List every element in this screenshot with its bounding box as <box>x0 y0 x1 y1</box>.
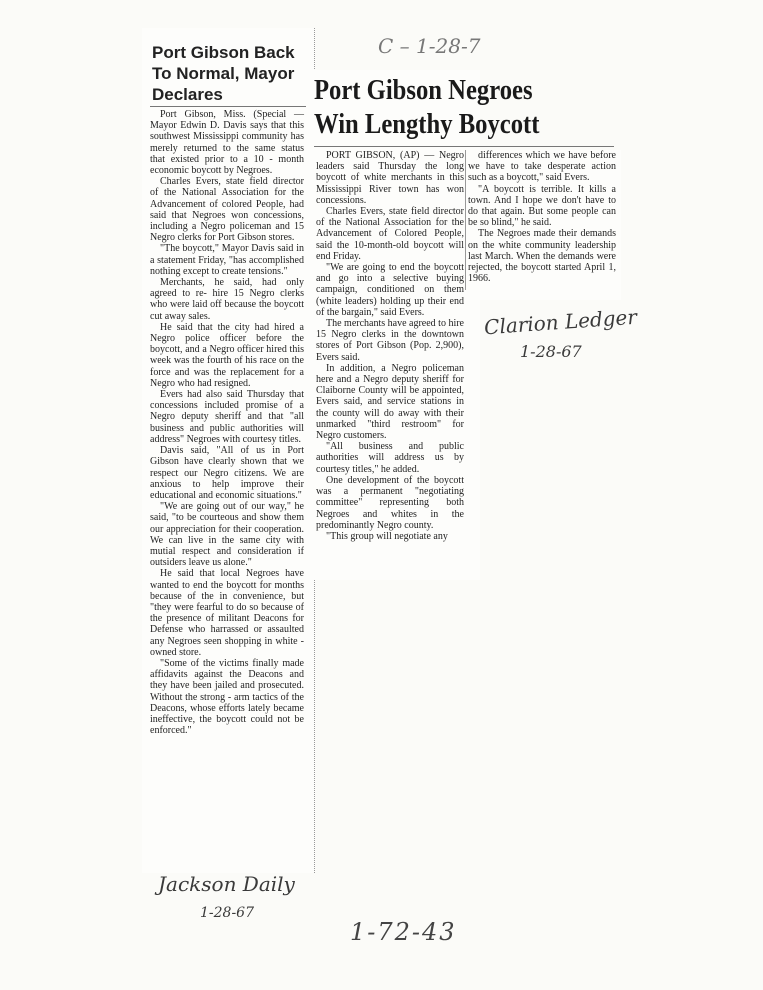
left-paragraph: He said that local Negroes have wanted to end the boycott for months because of the in convenience, but "they were fearful to do so because of the presence of militant Deacons for Defense who harrassed or assaulted any Negroes seen shopping in white - owned store. <box>150 568 304 658</box>
bottom-file-number: 1-72-43 <box>350 918 457 946</box>
right-paragraph: differences which we have before we have to take desperate action such as a boycott," said Evers. <box>468 150 616 184</box>
right-source-note: Clarion Ledger <box>483 304 638 340</box>
right-paragraph: PORT GIBSON, (AP) — Negro leaders said Thursday the long boycott of white merchants in this Mississippi River town has won concessions. <box>316 150 464 206</box>
left-article-body <box>150 109 304 736</box>
left-paragraph: Charles Evers, state field director of the National Association for the Advancement of colored People, had said that Negroes won concessions, including a Negro policeman and 15 Negro clerks for Port Gibson stores. <box>150 176 304 244</box>
left-paragraph: "The boycott," Mayor Davis said in a statement Friday, "has accomplished nothing except to create tensions." <box>150 243 304 277</box>
right-paragraph: "This group will negotiate any <box>326 530 448 542</box>
left-paragraph: He said that the city had hired a Negro police officer before the boycott, and a Negro officer hired this week was the fourth of his race on the force and was the replacement for a Negro who had resigned. <box>150 321 304 389</box>
column-divider <box>465 150 466 290</box>
left-headline-rule <box>150 106 306 107</box>
right-paragraph: The merchants have agreed to hire 15 Negro clerks in the downtown stores of Port Gibson (Pop. 2,900), Evers said. <box>316 318 464 363</box>
left-headline: Port Gibson Back To Normal, Mayor Declares <box>152 43 295 104</box>
left-paragraph: Merchants, he said, had only agreed to re- hire 15 Negro clerks who were laid off because the boycott cut away sales. <box>150 277 304 322</box>
right-paragraph: "A boycott is terrible. It kills a town. And I hope we don't have to do that again. But some people can be so blind," he said. <box>468 183 616 229</box>
left-paragraph: "Some of the victims finally made affidavits against the Deacons and they have been jailed and prosecuted. Without the strong - arm tactics of the Deacons, whose efforts lately became ineffective, the boycott could not be enforced." <box>150 657 304 737</box>
right-paragraph: "All business and public authorities will address us by courtesy titles," he added. <box>316 441 464 475</box>
right-paragraph: In addition, a Negro policeman here and a Negro deputy sheriff for Claiborne County will be appointed, Evers said, and service stations in the county will do away with their unmarked "third restroom" for Negro customers. <box>316 362 464 442</box>
left-paragraph: "We are going out of our way," he said, "to be courteous and show them our appreciation for their cooperation. We can live in the same city with mutial respect and consideration if outsiders leave us alone." <box>150 501 304 569</box>
right-paragraph: Charles Evers, state field director of the National Association for the Advancement of Colored People, said the 10-month-old boycott will end Friday. <box>316 206 464 262</box>
right-paragraph: The Negroes made their demands on the white community leadership last March. When the demands were rejected, the boycott started April 1, 1966. <box>468 228 616 285</box>
left-source-note: Jackson Daily <box>158 872 295 896</box>
left-paragraph: Evers had also said Thursday that concessions included promise of a Negro deputy sheriff and that "all business and public authorities will address" Negroes with courtesy titles. <box>150 389 304 445</box>
right-article-col1 <box>316 150 464 542</box>
right-headline-rule <box>314 146 614 147</box>
left-paragraph: Davis said, "All of us in Port Gibson have clearly shown that we respect our Negro citizens. We are anxious to help improve their educational and economic situations." <box>150 445 304 501</box>
right-paragraph: "We are going to end the boycott and go into a selective buying campaign, conditioned on them (white leaders) holding up their end of the bargain," said Evers. <box>316 262 464 318</box>
top-right-handwritten-number: C – 1-28-7 <box>378 34 481 58</box>
right-source-date: 1-28-67 <box>520 342 582 361</box>
left-paragraph: Port Gibson, Miss. (Special — Mayor Edwin D. Davis says that this southwest Mississippi community has merely returned to the same status that existed prior to a 10 - month economic boycott by Negroes. <box>150 109 304 177</box>
right-paragraph: One development of the boycott was a permanent "negotiating committee" representing both Negroes and whites in the predominantly Negro county. <box>316 474 464 531</box>
right-article-col2 <box>468 150 616 284</box>
left-source-date: 1-28-67 <box>200 905 254 921</box>
right-headline: Port Gibson Negroes Win Lengthy Boycott <box>314 75 540 140</box>
